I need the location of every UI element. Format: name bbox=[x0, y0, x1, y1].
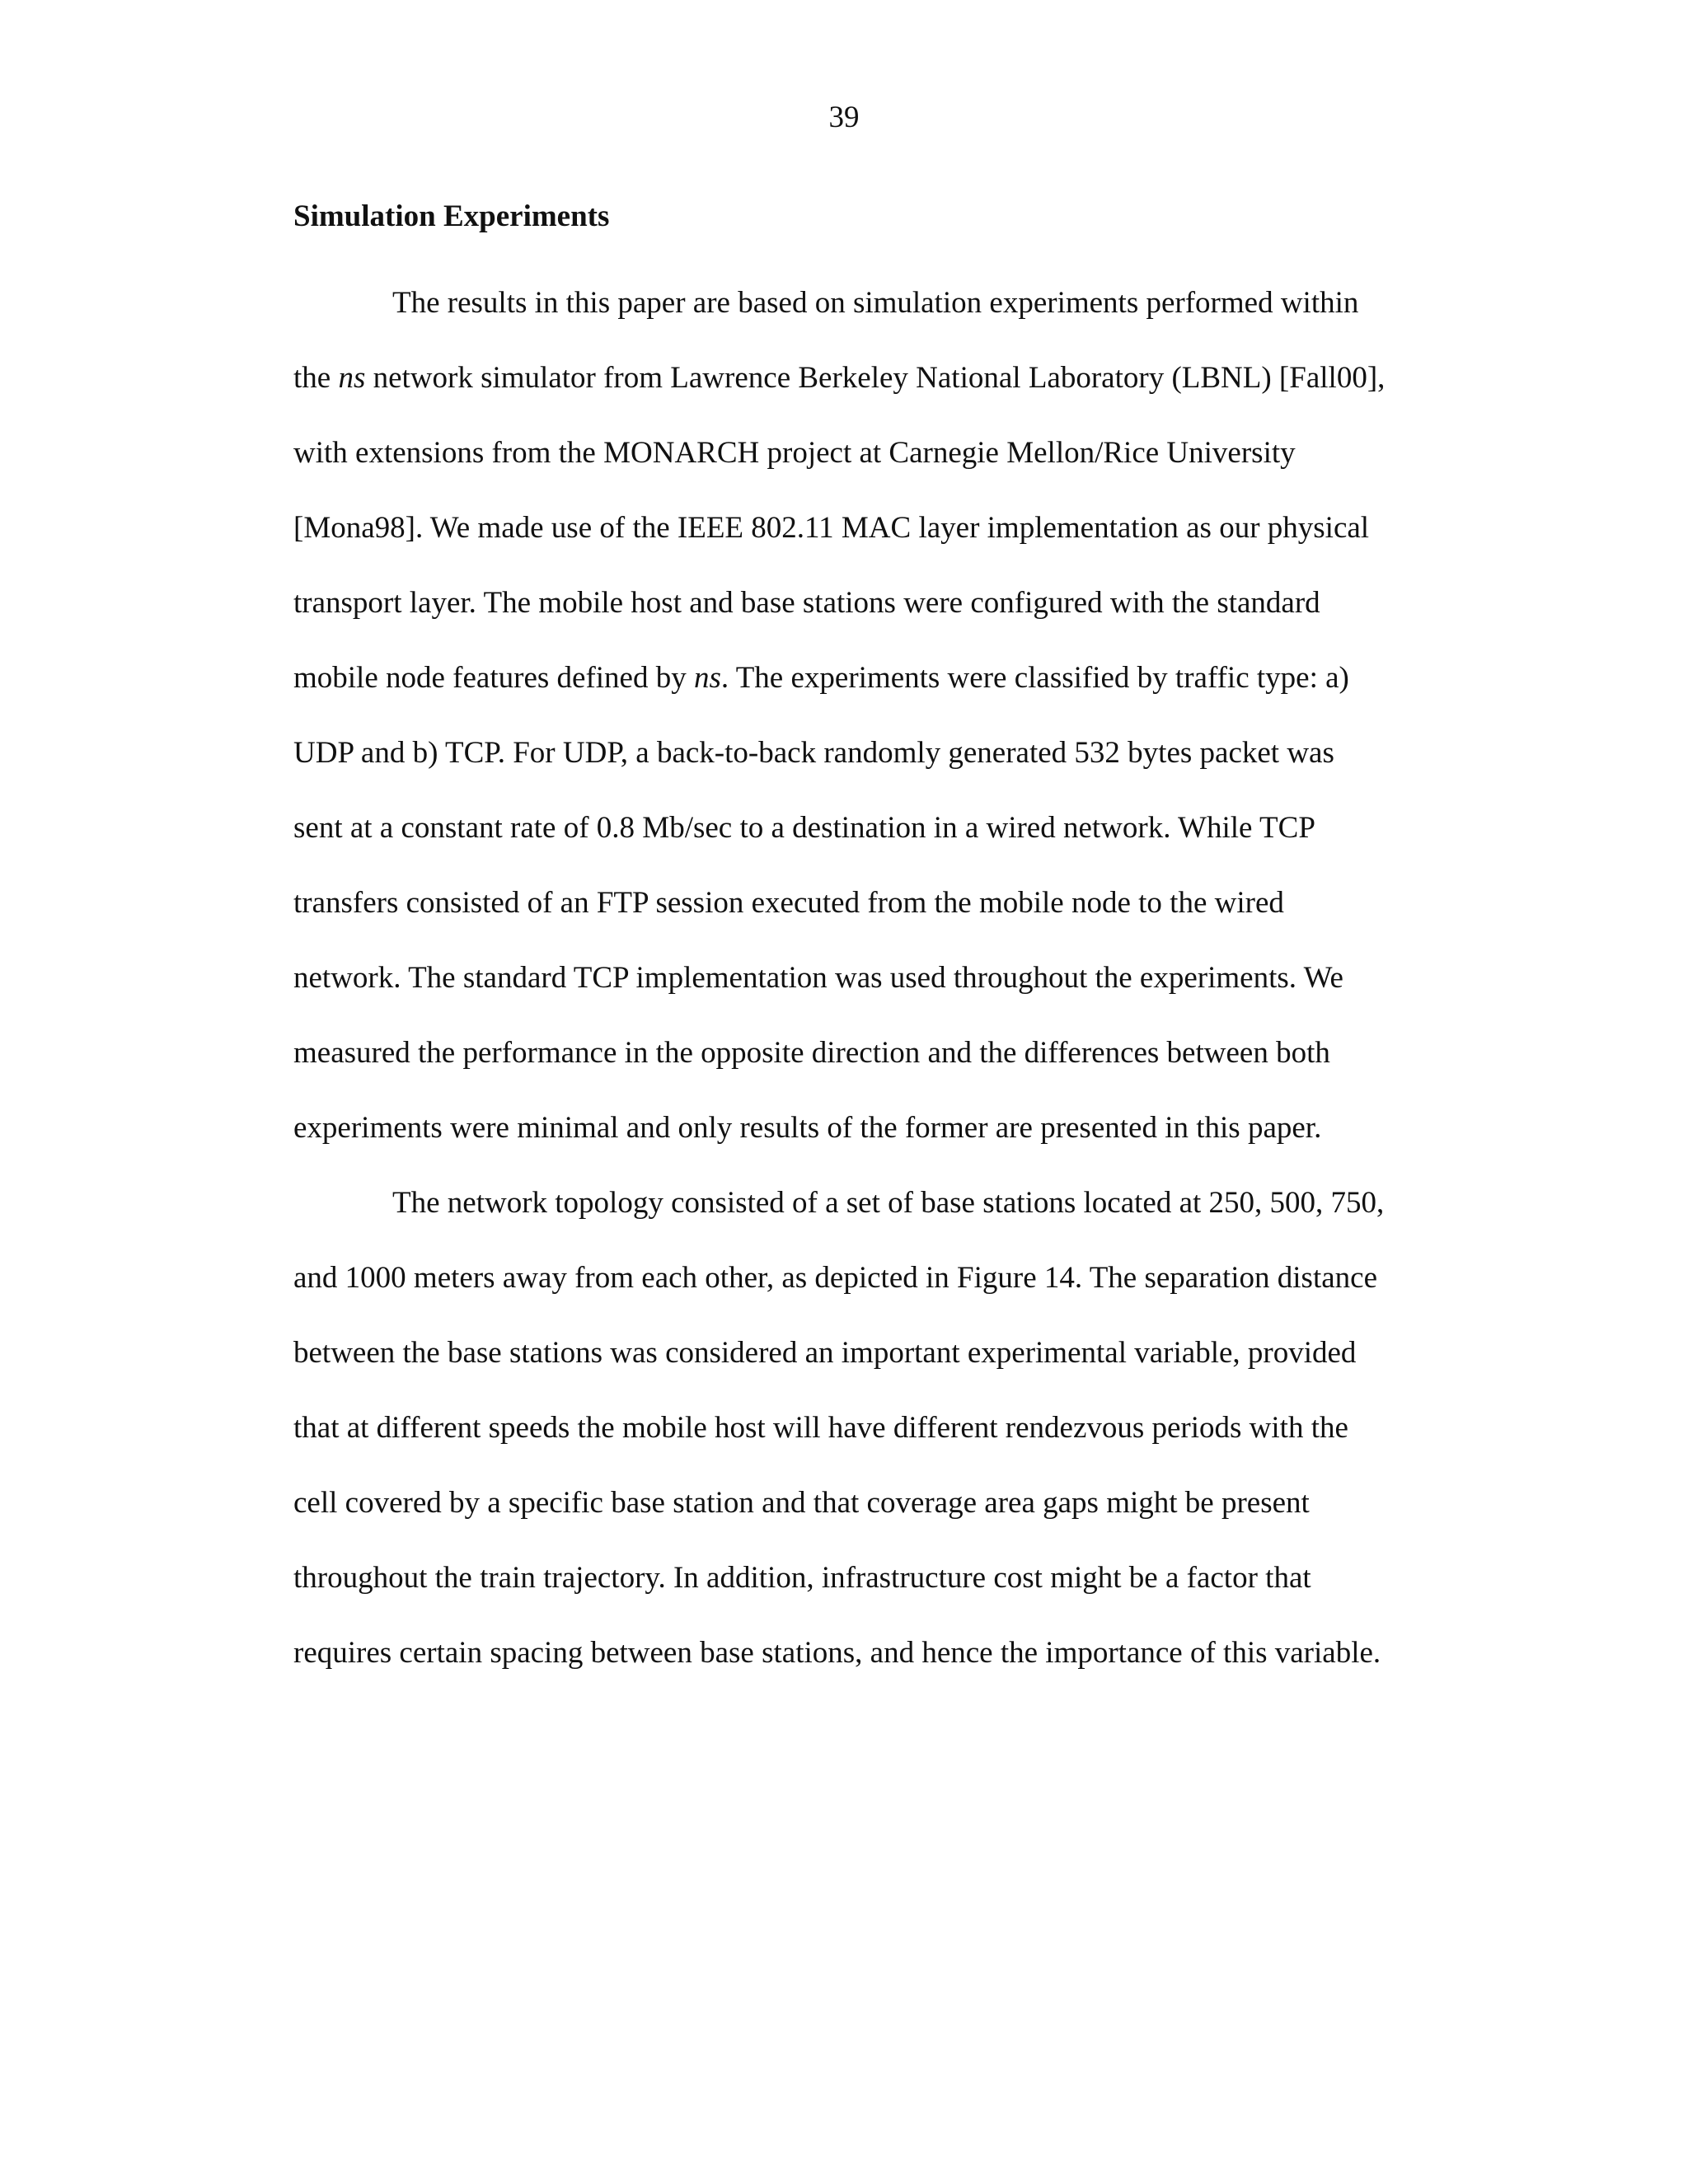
text-line: between the base stations was considered an important experimental variable, provided bbox=[293, 1336, 1357, 1370]
text-line: [Mona98]. We made use of the IEEE 802.11 MAC layer implementation as our physical bbox=[293, 511, 1370, 545]
text-line: The network topology consisted of a set of base stations located at 250, 500, 750, bbox=[392, 1186, 1385, 1220]
text-line: measured the performance in the opposite direction and the differences between both bbox=[293, 1036, 1330, 1070]
body-text bbox=[293, 280, 1480, 1705]
text-line: throughout the train trajectory. In addition, infrastructure cost might be a factor that bbox=[293, 1561, 1311, 1595]
paragraph-2 bbox=[293, 1180, 1480, 1705]
text-line: mobile node features defined by ns. The experiments were classified by traffic type: a) bbox=[293, 661, 1349, 695]
text-line: and 1000 meters away from each other, as depicted in Figure 14. The separation distance bbox=[293, 1261, 1377, 1295]
text-line: The results in this paper are based on simulation experiments performed within bbox=[392, 286, 1359, 320]
paragraph-1 bbox=[293, 280, 1480, 1180]
text-line: the ns network simulator from Lawrence Berkeley National Laboratory (LBNL) [Fall00], bbox=[293, 361, 1386, 395]
text-line: sent at a constant rate of 0.8 Mb/sec to a destination in a wired network. While TCP bbox=[293, 811, 1315, 845]
section-heading: Simulation Experiments bbox=[293, 199, 610, 233]
text-line: UDP and b) TCP. For UDP, a back-to-back randomly generated 532 bytes packet was bbox=[293, 736, 1334, 770]
page-number: 39 bbox=[828, 101, 860, 134]
text-line: transport layer. The mobile host and base stations were configured with the standard bbox=[293, 586, 1320, 620]
text-line: that at different speeds the mobile host will have different rendezvous periods with the bbox=[293, 1411, 1348, 1445]
text-line: transfers consisted of an FTP session executed from the mobile node to the wired bbox=[293, 886, 1284, 920]
text-line: network. The standard TCP implementation was used throughout the experiments. We bbox=[293, 961, 1343, 995]
text-line: requires certain spacing between base stations, and hence the importance of this variable. bbox=[293, 1636, 1381, 1670]
text-line: experiments were minimal and only results of the former are presented in this paper. bbox=[293, 1111, 1322, 1145]
text-line: with extensions from the MONARCH project at Carnegie Mellon/Rice University bbox=[293, 436, 1296, 470]
text-line: cell covered by a specific base station and that coverage area gaps might be present bbox=[293, 1486, 1310, 1520]
